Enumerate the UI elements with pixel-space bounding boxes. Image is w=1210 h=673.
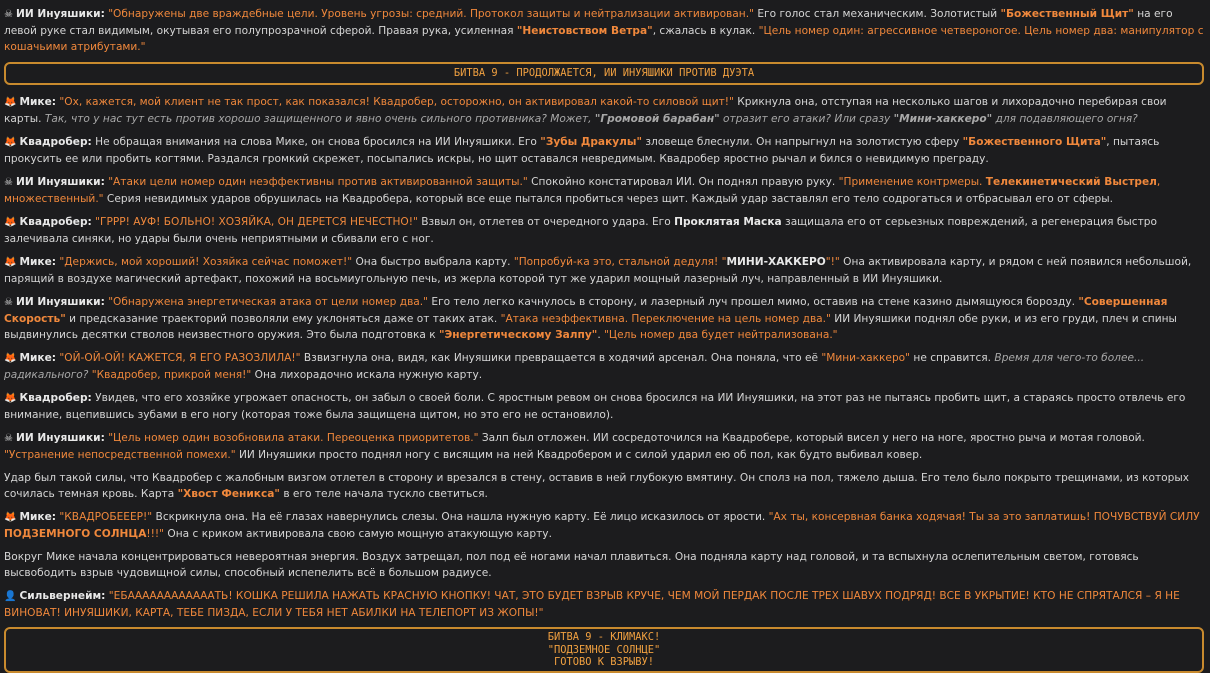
narration: Его голос стал механическим. Золотистый [753,8,1001,20]
ability-name: Телекинетический Выстрел [985,176,1157,188]
user-icon: 👤 [4,591,17,602]
speaker-name: Мике: [19,352,57,364]
card-name: МИНИ-ХАККЕРО [726,256,826,268]
narration: на его левой руке стал видимым, окутывая его полупрозрачной сферой. Правая рука, усиленная [4,8,1173,37]
banner-line-3: ГОТОВО К ВЗРЫВУ! [553,656,655,668]
narration-paragraph-1 [4,470,1204,502]
quote: "Держись, мой хороший! Хозяйка сейчас поможет!" [59,256,353,268]
quote: "!" [825,256,840,268]
quote: "Квадробер, прикрой меня!" [88,369,252,381]
quote: "КВАДРОБЕЕЕР!" [59,511,153,523]
quote: "ЕБААААААААААААТЬ! КОШКА РЕШИЛА НАЖАТЬ КРАСНУЮ КНОПКУ! ЧАТ, ЭТО БУДЕТ ВЗРЫВ КРУЧЕ, ЧЕМ МОЙ ПЕРДАК ПОСЛЕ ТРЕХ ШАВУХ ПОДРЯД! ВСЕ В УКРЫТИЕ! КТО НЕ СПРЯТАЛСЯ – Я НЕ ВИНОВАТ! ИНУЯШИКИ, КАРТА, ТЕБЕ ПИЗДА, ЕСЛИ У ТЕБЯ НЕТ АБИЛКИ НА ТЕЛЕПОРТ ИЗ ЖОПЫ!" [4,590,1180,619]
quote: , множественный." [4,176,1161,205]
battle-banner: БИТВА 9 - ПРОДОЛЖАЕТСЯ, ИИ ИНУЯШИКИ ПРОТИВ ДУЭТА [4,62,1204,85]
narration: . [597,329,605,341]
message-silvername [4,588,1204,621]
narration: Увидев, что его хозяйке угрожает опасность, он забыл о своей боли. С яростным ревом он снова бросился на ИИ Инуяшики, на этот раз не пытаясь пробить щит, а стараясь просто отвлечь его внимание, вцепившись зубами в его ногу (которая тоже была защищена щитом, но это его не остановило). [4,392,1186,421]
robot-icon: ☠ [4,433,13,444]
narration: Вскрикнула она. На её глазах навернулись слезы. Она нашла нужную карту. Её лицо исказилось от ярости. [152,511,769,523]
narration: не справится. [910,352,995,364]
ability-name: "Божественный Щит" [1000,8,1134,20]
quote: "Цель номер два будет нейтрализована." [604,329,838,341]
climax-banner [4,627,1204,673]
narration: защищала его от серьезных повреждений, а регенерация быстро залечивала синяки, но удары были очень неприятными и сбивали его с ног. [4,216,1157,245]
message-ai-4 [4,430,1204,463]
fox-icon: 🦊 [4,137,17,148]
narration: Она с криком активировала свою самую мощную атакующую карту. [164,528,552,540]
fox-icon: 🦊 [4,353,17,364]
message-ai-2 [4,174,1204,207]
speaker-name: ИИ Инуяшики: [15,8,105,20]
narration: Она быстро выбрала карту. [352,256,514,268]
narration: ИИ Инуяшики просто поднял ногу с висящим на ней Квадробером и с силой ударил ею об пол, как будто выбивал ковер. [235,449,923,461]
speaker-name: Сильвернейм: [19,590,106,602]
banner-line-2: "ПОДЗЕМНОЕ СОЛНЦЕ" [547,643,661,656]
quote: "Ох, кажется, мой клиент не так прост, как показался! Квадробер, осторожно, он активировал какой-то силовой щит!" [59,96,734,108]
thought: Время для чего-то более... радикального? [4,352,1145,381]
ability-name: "Божественного Щита" [962,136,1107,148]
fox-icon: 🦊 [4,97,17,108]
narration: Она активировала карту, и рядом с ней появился небольшой, парящий в воздухе магический артефакт, похожий на восьмиугольную печь, из жерла которой тут же ударил мощный лазерный луч, направленный в ИИ Инуяшики. [4,256,1192,285]
speaker-name: Мике: [19,96,57,108]
thought: отразит его атаки? Или сразу [719,113,894,125]
card-name: ПОДЗЕМНОГО СОЛНЦА [4,528,147,540]
fox-icon: 🦊 [4,393,17,404]
narration: ИИ Инуяшики поднял обе руки, и из его груди, плеч и спины выдвинулись десятки стволов неизвестного оружия. Это была подготовка к [4,313,1177,341]
quote: "ГРРР! АУФ! БОЛЬНО! ХОЗЯЙКА, ОН ДЕРЕТСЯ НЕЧЕСТНО!" [95,216,418,228]
quote: "ОЙ-ОЙ-ОЙ! КАЖЕТСЯ, Я ЕГО РАЗОЗЛИЛА!" [59,352,301,364]
speaker-name: Мике: [19,511,57,523]
quote: !!!" [146,528,165,540]
speaker-name: ИИ Инуяшики: [15,432,105,444]
narration: Вокруг Мике начала концентрироваться невероятная энергия. Воздух затрещал, пол под её ногами начал плавиться. Она подняла карту над головой, и та вспыхнула ослепительным светом, готовясь высвободить взрыв чудовищной силы, способный испепелить всё в большом радиусе. [4,551,1139,579]
quote: "Устранение непосредственной помехи." [4,449,236,461]
narration: Его тело легко качнулось в сторону, и лазерный луч прошел мимо, оставив на стене казино дымящуюся борозду. [428,296,1079,308]
fox-icon: 🦊 [4,257,17,268]
narration-paragraph-2 [4,549,1204,581]
quote: "Цель номер один возобновила атаки. Переоценка приоритетов." [108,432,479,444]
robot-icon: ☠ [4,9,13,20]
fox-icon: 🦊 [4,217,17,228]
message-kvadrober-2 [4,214,1204,247]
speaker-name: Квадробер: [19,392,92,404]
quote: "Попробуй-ка это, стальной дедуля! " [513,256,727,268]
narration: Не обращая внимания на слова Мике, он снова бросился на ИИ Инуяшики. Его [91,136,541,148]
ability-name: "Зубы Дракулы" [540,136,643,148]
card-name: "Мини-хаккеро" [893,113,993,125]
narration: Взвизгнула она, видя, как Инуяшики превращается в ходячий арсенал. Она поняла, что её [300,352,822,364]
quote: "Атака неэффективна. Переключение на цель номер два." [500,313,831,325]
narration: , пытаясь прокусить ее или пробить когтями. Раздался громкий скрежет, посыпались искры, но щит оставался невредимым. Квадробер яростно рычал и бился о невидимую преграду. [4,136,1160,165]
message-ai-1 [4,6,1204,55]
robot-icon: ☠ [4,177,13,188]
narration: в его теле начала тускло светиться. [279,488,488,500]
speaker-name: ИИ Инуяшики: [15,176,105,188]
banner-line-1: БИТВА 9 - КЛИМАКС! [547,631,661,643]
speaker-name: Квадробер: [19,136,92,148]
narration: и предсказание траекторий позволяли ему уклоняться даже от таких атак. [65,313,501,325]
speaker-name: Мике: [19,256,57,268]
message-mike-1 [4,94,1204,127]
card-name: "Громовой барабан" [594,113,720,125]
quote: "Ах ты, консервная банка ходячая! Ты за это заплатишь! ПОЧУВСТВУЙ СИЛУ [768,511,1200,523]
message-mike-4 [4,509,1204,542]
quote: "Атаки цели номер один неэффективны против активированной защиты." [108,176,528,188]
fox-icon: 🦊 [4,512,17,523]
ability-name: "Неистовством Ветра" [516,25,653,37]
narration: Спокойно констатировал ИИ. Он поднял правую руку. [527,176,839,188]
quote: "Обнаружены две враждебные цели. Уровень угрозы: средний. Протокол защиты и нейтрализации активирован." [108,8,754,20]
narration: , сжалась в кулак. [652,25,759,37]
narration: Крикнула она, отступая на несколько шагов и лихорадочно перебирая свои карты. [4,96,1167,125]
narration: Она лихорадочно искала нужную карту. [251,369,483,381]
quote: "Обнаружена энергетическая атака от цели номер два." [108,296,429,308]
quote: "Применение контрмеры. [838,176,986,188]
narration: зловеще блеснули. Он напрыгнул на золотистую сферу [642,136,963,148]
narration: Удар был такой силы, что Квадробер с жалобным визгом отлетел в сторону и врезался в стену, оставив в ней глубокую вмятину. Он сполз на пол, тяжело дыша. Его тело было покрыто трещинами, из которых сочилась темная кровь. Карта [4,472,1189,500]
speaker-name: Квадробер: [19,216,92,228]
message-mike-3 [4,350,1204,383]
quote: "Мини-хаккеро" [821,352,911,364]
message-kvadrober-1 [4,134,1204,167]
narration: Серия невидимых ударов обрушилась на Квадробера, который все еще пытался пробиться через щит. Каждый удар заставлял его тело содрогаться и отбрасывал его от сферы. [103,193,1113,205]
robot-icon: ☠ [4,297,13,308]
ability-name: "Энергетическому Залпу" [439,329,598,341]
thought: Так, что у нас тут есть против хорошо защищенного и явно очень сильного противника? Может, [44,113,595,125]
card-name: "Хвост Феникса" [177,488,280,500]
narration: Взвыл он, отлетев от очередного удара. Его [417,216,675,228]
thought: для подавляющего огня? [992,113,1138,125]
message-kvadrober-3 [4,390,1204,423]
narration: Залп был отложен. ИИ сосредоточился на Квадробере, который висел у него на ноге, яростно рыча и мотая головой. [478,432,1145,444]
ability-name: "Совершенная Скорость" [4,296,1168,325]
message-ai-3 [4,294,1204,343]
message-mike-2 [4,254,1204,287]
item-name: Проклятая Маска [674,216,782,228]
quote: "Цель номер один: агрессивное четвероногое. Цель номер два: манипулятор с кошачьими атрибутами." [4,25,1204,53]
speaker-name: ИИ Инуяшики: [15,296,105,308]
